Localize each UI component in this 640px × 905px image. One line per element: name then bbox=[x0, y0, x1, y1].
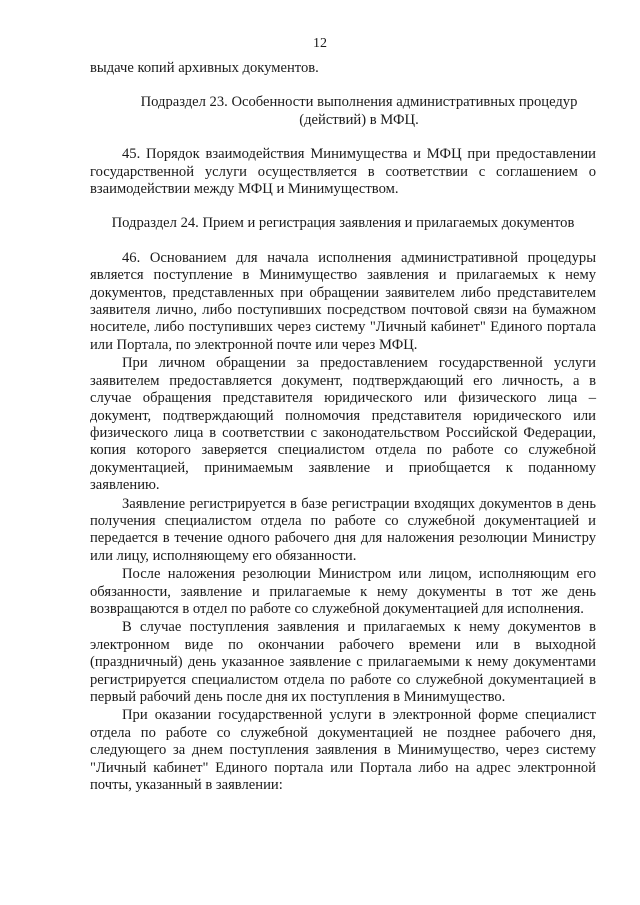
registration-paragraph: Заявление регистрируется в базе регистрации входящих документов в день получения специалистом отдела по работе со служебной документацией и передается в течение одного рабочего дня для наложения резолюции Министру или лицу, исполняющему его обязанности. bbox=[90, 495, 596, 564]
subsection-24-heading: Подраздел 24. Прием и регистрация заявления и прилагаемых документов bbox=[111, 215, 575, 232]
electronic-service-paragraph: При оказании государственной услуги в электронной форме специалист отдела по работе со служебной документацией не позднее рабочего дня, следующего за днем поступления заявления в Минимущество, через систему "Личный кабинет" Единого портала или Портала либо на адрес электронной почты, указанный в заявлении: bbox=[90, 707, 596, 794]
continuation-line: выдаче копий архивных документов. bbox=[90, 60, 319, 76]
item-45-paragraph: 45. Порядок взаимодействия Минимущества и МФЦ при предоставлении государственной услуги осуществляется в соответствии с соглашением о взаимодействии между МФЦ и Минимуществом. bbox=[90, 146, 596, 198]
subsection-23-heading: Подраздел 23. Особенности выполнения административных процедур (действий) в МФЦ. bbox=[140, 94, 578, 128]
item-46-paragraph: 46. Основанием для начала исполнения административной процедуры является поступление в Минимущество заявления и прилагаемых к нему документов, представленных при обращении заявителем либо представителем заявителя лично, либо поступивших посредством почтовой связи на бумажном носителе, либо поступивших через систему "Личный кабинет" Единого портала или Портала, по электронной почте или через МФЦ. bbox=[90, 249, 596, 353]
document-body bbox=[90, 60, 596, 794]
electronic-receipt-paragraph: В случае поступления заявления и прилагаемых к нему документов в электронном виде по окончании рабочего времени или в выходной (праздничный) день указанное заявление с прилагаемыми к нему документами регистрируется специалистом отдела по работе со служебной документацией в первый рабочий день после дня их поступления в Минимущество. bbox=[90, 619, 596, 705]
personal-appeal-paragraph: При личном обращении за предоставлением государственной услуги заявителем предоставляется документ, подтверждающий его личность, а в случае обращения представителя юридического или физического лица – документ, подтверждающий полномочия представителя юридического или физического лица в соответствии с законодательством Российской Федерации, копия которого заверяется специалистом отдела по работе со служебной документацией, принимаемым заявление и приобщается к поданному заявлению. bbox=[90, 355, 596, 494]
resolution-paragraph: После наложения резолюции Министром или лицом, исполняющим его обязанности, заявление и прилагаемые к нему документы в тот же день возвращаются в отдел по работе со служебной документацией для исполнения. bbox=[90, 566, 596, 617]
page-number: 12 bbox=[313, 36, 327, 51]
